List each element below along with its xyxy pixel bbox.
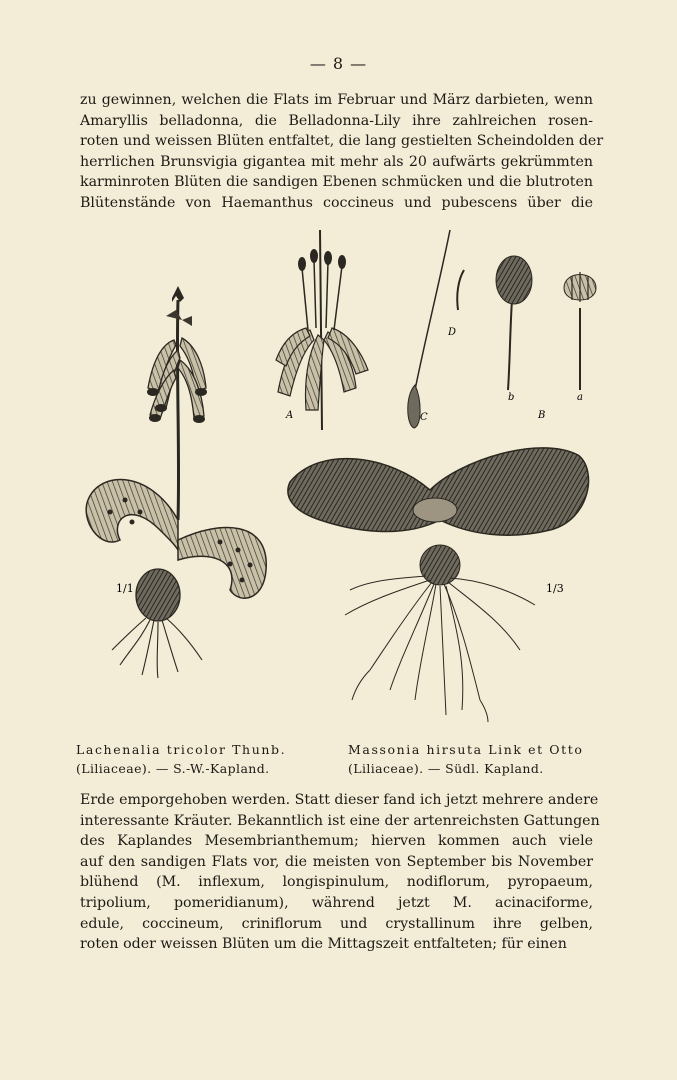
paragraph-bottom [80,790,600,955]
figure-label-a: A [286,410,294,421]
scale-label-left: 1/1 [116,582,134,595]
caption-lachenalia [76,740,286,778]
flower-detail-a [276,230,368,430]
paragraph-line: roten oder weissen Blüten um die Mittagszeit entfalteten; für einen [80,936,567,953]
figure-label-B: B [538,410,546,421]
stamen-detail-a [564,272,596,403]
paragraph-top [80,90,604,214]
paragraph-line: zu gewinnen, welchen die Flats im Februar und März darbieten, wenn [80,92,593,108]
paragraph-line: des Kaplandes Mesembrianthemum; hierven kommen auch viele [80,833,593,850]
lachenalia-figure [86,286,266,678]
stamen-detail-b [496,256,545,421]
pistil-detail-c [408,230,464,428]
page-number: — 8 — [309,54,368,73]
paragraph-line: interessante Kräuter. Bekanntlich ist eine der artenreichsten Gattungen [80,812,600,829]
figure-label-a-small: a [577,392,583,403]
figure-label-d: D [448,327,457,338]
paragraph-line: Amaryllis belladonna, die Belladonna-Lily ihre zahlreichen rosen- [80,112,593,129]
caption-species-name: Lachenalia tricolor Thunb. [76,742,287,757]
caption-family-region: (Liliaceae). — Südl. Kapland. [348,761,544,776]
paragraph-line: blühend (M. inflexum, longispinulum, nodiflorum, pyropaeum, [80,874,593,891]
caption-species-name: Massonia hirsuta Link et Otto [348,742,584,757]
paragraph-line: Blütenstände von Haemanthus coccineus und pubescens über die [80,194,593,211]
massonia-figure [288,448,589,722]
paragraph-line: karminroten Blüten die sandigen Ebenen schmücken und die blutroten [80,174,593,191]
paragraph-line: auf den sandigen Flats vor, die meisten von September bis November [80,853,593,870]
paragraph-line: Erde emporgehoben werden. Statt dieser fand ich jetzt mehrere andere [80,792,599,808]
botanical-plate-illustration [70,220,610,730]
paragraph-line: edule, coccineum, criniflorum und crystallinum ihre gelben, [80,915,593,932]
paragraph-line: tripolium, pomeridianum), während jetzt M. acinaciforme, [80,894,593,911]
paragraph-line: herrlichen Brunsvigia gigantea mit mehr als 20 aufwärts gekrümmten [80,153,593,170]
figure-label-b: b [508,392,515,403]
figure-label-c: C [420,412,428,423]
paragraph-line: roten und weissen Blüten entfaltet, die lang gestielten Scheindolden der [80,133,604,150]
scale-label-right: 1/3 [546,582,564,595]
caption-family-region: (Liliaceae). — S.-W.-Kapland. [76,761,270,776]
caption-massonia [348,740,584,778]
